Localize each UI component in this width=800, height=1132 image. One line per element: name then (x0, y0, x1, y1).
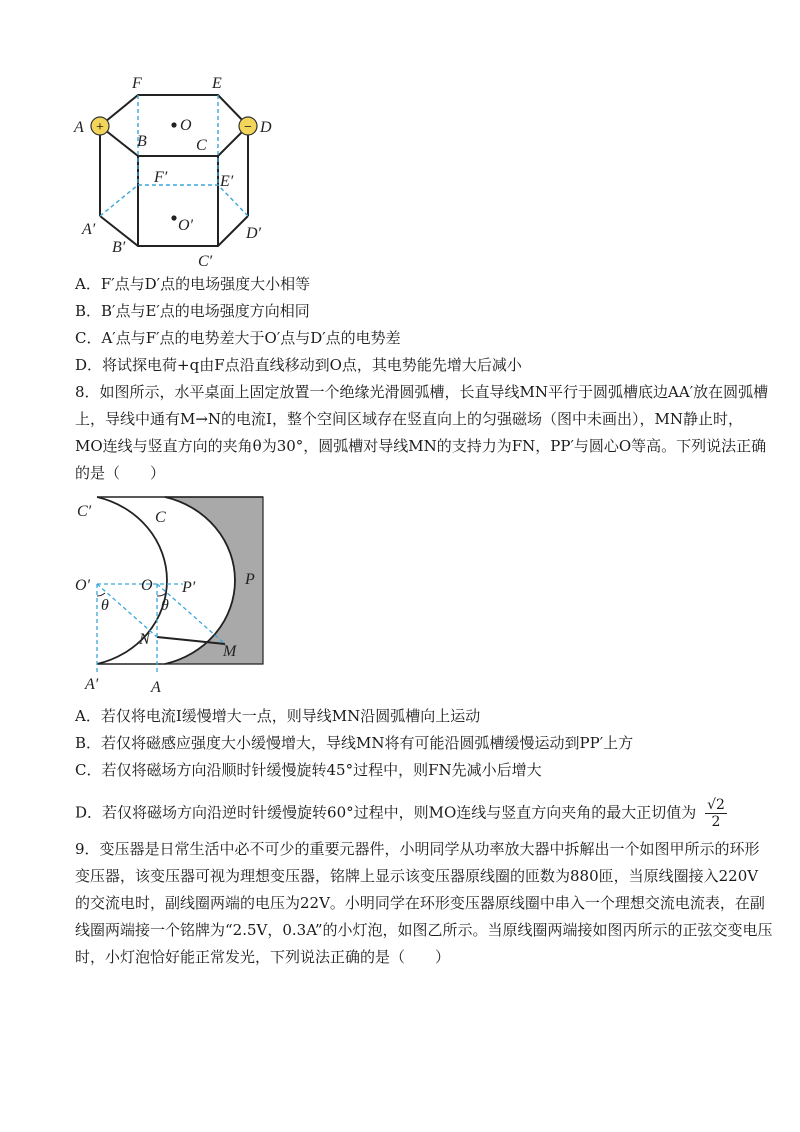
label-o: O (141, 577, 153, 594)
q8-stem-line-4: 的是（ ） (75, 464, 166, 482)
label-c-prime: C′ (77, 503, 92, 520)
label-c-prime: C′ (198, 253, 213, 270)
q8-option-a: A．若仅将电流I缓慢增大一点，则导线MN沿圆弧槽向上运动 (75, 707, 481, 725)
q9-stem-line-1: 9．变压器是日常生活中必不可少的重要元器件，小明同学从功率放大器中拆解出一个如图甲所示的环形 (75, 840, 760, 858)
label-n: N (139, 631, 150, 648)
label-b: B (137, 133, 147, 150)
q8-stem-line-1: 8．如图所示，水平桌面上固定放置一个绝缘光滑圆弧槽，长直导线MN平行于圆弧槽底边AA′放在圆弧槽 (75, 383, 769, 401)
label-e: E (212, 75, 222, 92)
q8-option-d (75, 797, 755, 830)
label-d: D (260, 119, 272, 136)
label-o: O (180, 117, 192, 134)
label-theta-1: θ (101, 597, 109, 614)
label-b-prime: B′ (112, 239, 126, 256)
label-a-prime: A′ (85, 676, 99, 693)
label-p: P (245, 571, 255, 588)
hexagonal-prism-figure (70, 70, 290, 270)
label-f-prime: F′ (154, 169, 168, 186)
label-c: C (155, 509, 166, 526)
q9-stem-line-5: 时，小灯泡恰好能正常发光，下列说法正确的是（ ） (75, 948, 451, 966)
label-p-prime: P′ (182, 579, 196, 596)
label-a: A (74, 119, 84, 136)
label-e-prime: E′ (220, 173, 234, 190)
q9-stem-line-4: 线圈两端接一个铭牌为“2.5V，0.3A”的小灯泡，如图乙所示。当原线圈两端接如图丙所示的正弦交变电压 (75, 921, 773, 939)
fraction-denominator: 2 (711, 814, 721, 830)
fraction-numerator: √2 (707, 797, 725, 813)
q8-option-d-text: D．若仅将磁场方向沿逆时针缓慢旋转60°过程中，则MO连线与竖直方向夹角的最大正切值为 (75, 803, 697, 822)
label-o-prime: O′ (75, 577, 91, 594)
q8-option-b: B．若仅将磁感应强度大小缓慢增大，导线MN将有可能沿圆弧槽缓慢运动到PP′上方 (75, 734, 634, 752)
q7-option-b: B．B′点与E′点的电场强度方向相同 (75, 302, 310, 320)
q9-stem-line-3: 的交流电时，副线圈两端的电压为22V。小明同学在环形变压器原线圈中串入一个理想交流电流表，在副 (75, 894, 765, 912)
q7-option-c: C．A′点与F′点的电势差大于O′点与D′点的电势差 (75, 329, 401, 347)
minus-sign: − (244, 120, 252, 135)
q8-stem-line-3: MO连线与竖直方向的夹角θ为30°，圆弧槽对导线MN的支持力为FN，PP′与圆心O等高。下列说法正确 (75, 437, 767, 455)
label-m: M (223, 643, 237, 660)
label-d-prime: D′ (246, 225, 262, 242)
q7-option-a: A．F′点与D′点的电场强度大小相等 (75, 275, 311, 293)
q9-stem-line-2: 变压器，该变压器可视为理想变压器，铭牌上显示该变压器原线圈的匝数为880匝，当原线圈接入220V (75, 867, 759, 885)
plus-sign: + (96, 120, 104, 135)
arc-groove-figure (75, 492, 275, 697)
label-c: C (196, 137, 207, 154)
label-o-prime: O′ (178, 217, 194, 234)
label-f: F (132, 75, 142, 92)
q8-stem-line-2: 上，导线中通有M→N的电流I，整个空间区域存在竖直向上的匀强磁场（图中未画出），MN静止时， (75, 410, 743, 428)
q7-option-d: D．将试探电荷+q由F点沿直线移动到O点，其电势能先增大后减小 (75, 356, 522, 374)
label-theta-2: θ (161, 597, 169, 614)
fraction-sqrt2-over-2 (705, 797, 727, 830)
label-a: A (151, 679, 161, 696)
label-a-prime: A′ (82, 221, 96, 238)
q8-option-c: C．若仅将磁场方向沿顺时针缓慢旋转45°过程中，则FN先减小后增大 (75, 761, 542, 779)
